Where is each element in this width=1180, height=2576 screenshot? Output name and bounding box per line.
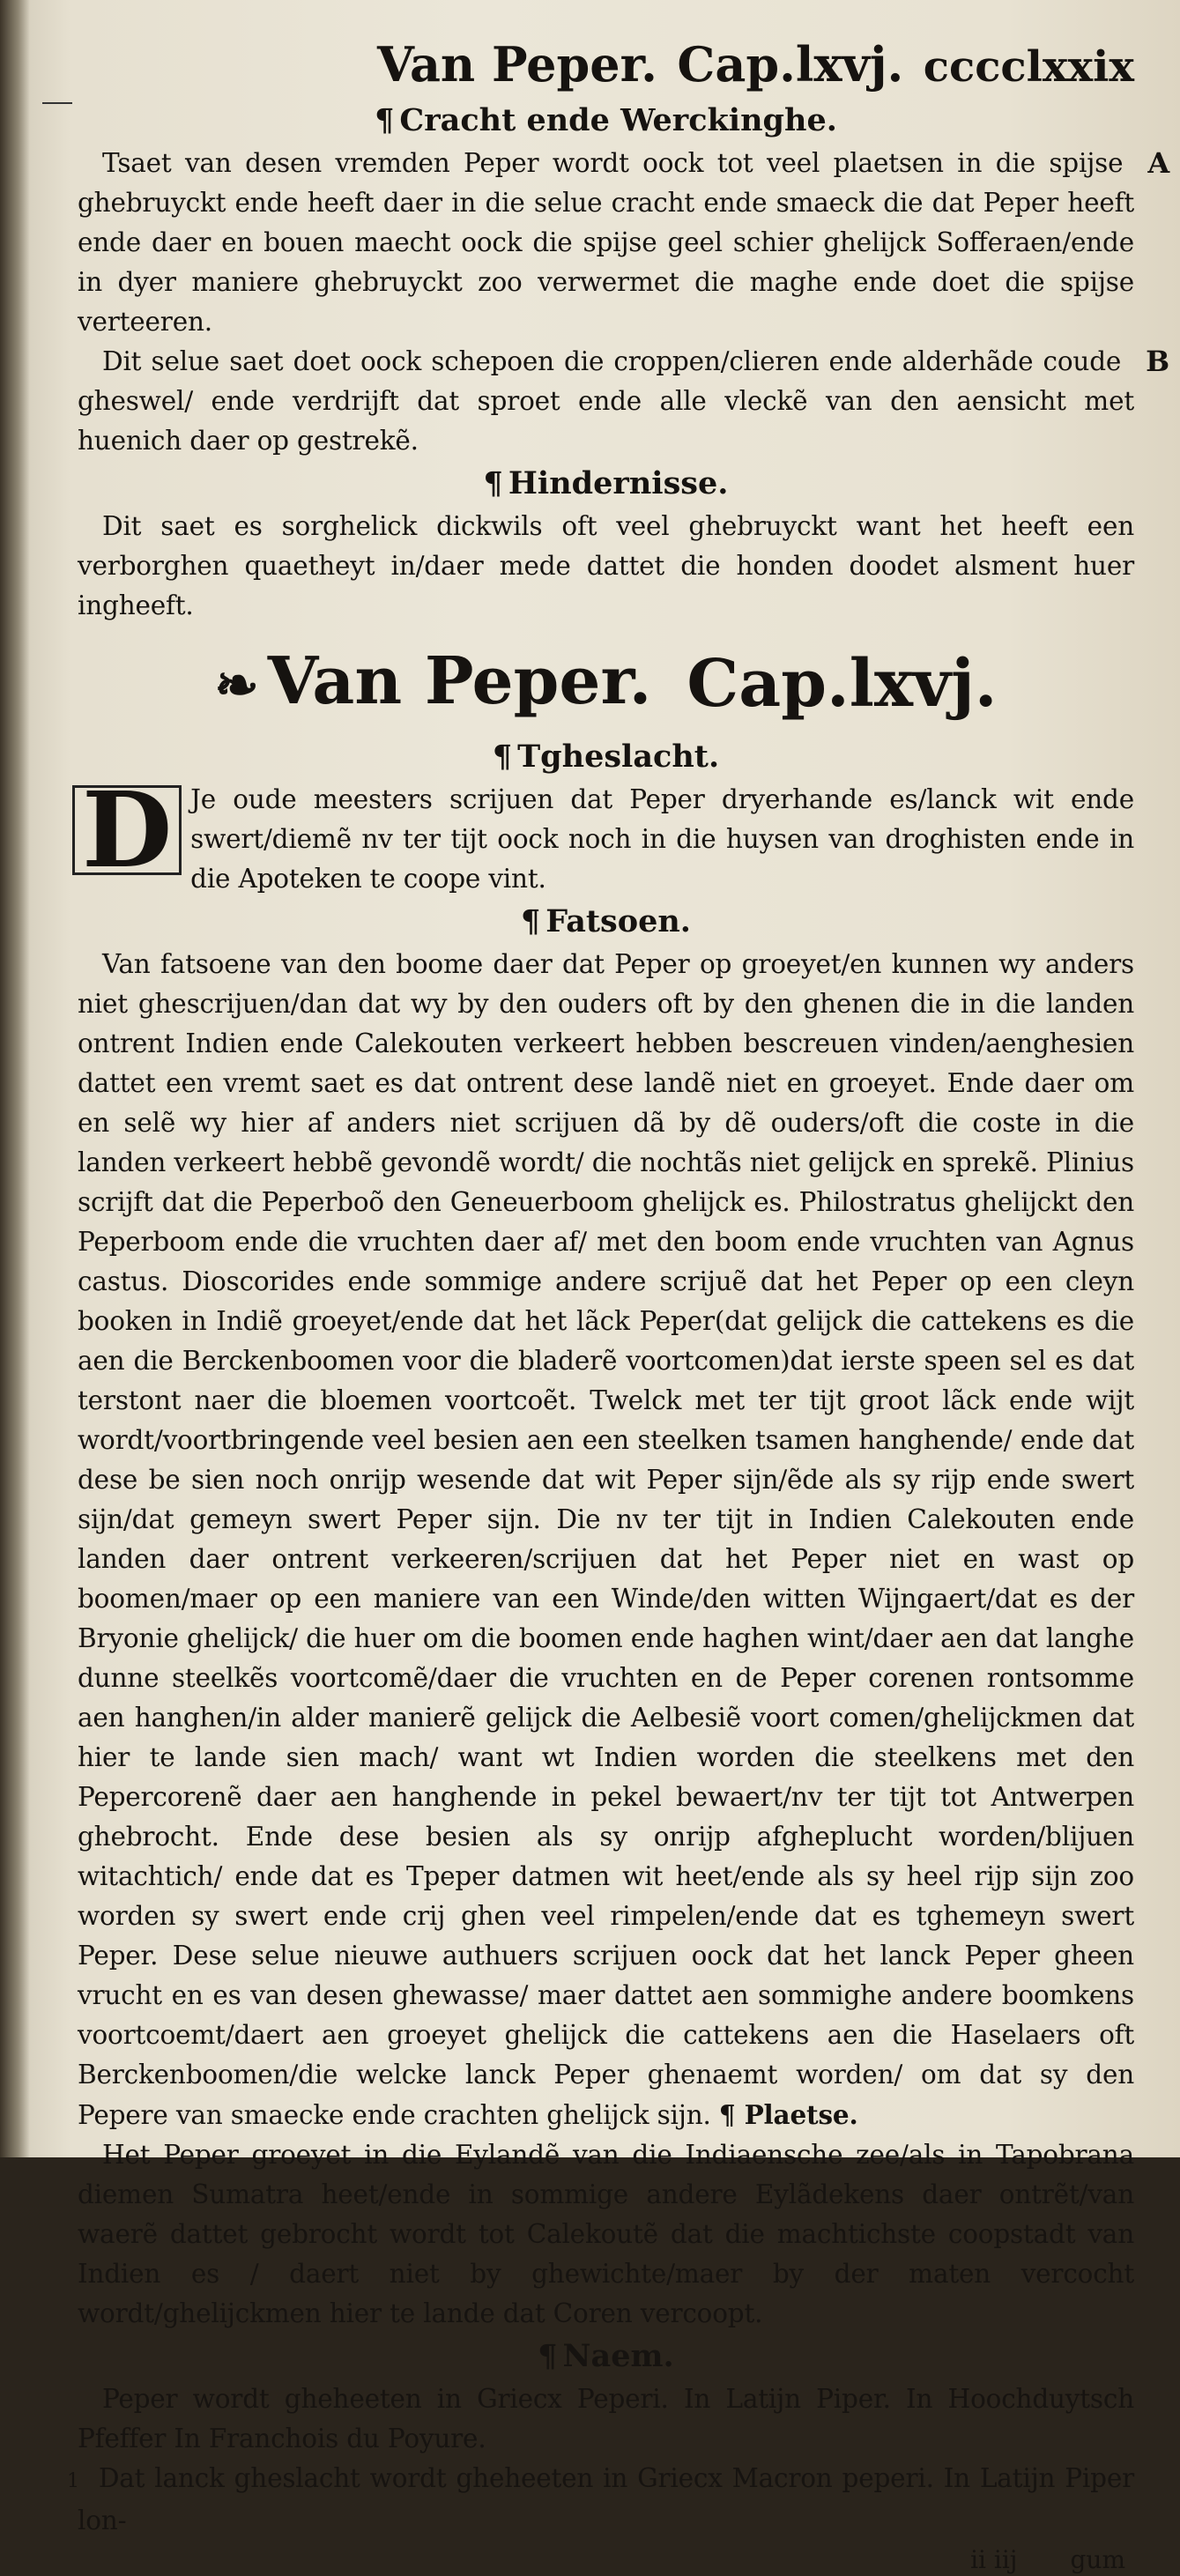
paragraph-cracht-1: A Tsaet van desen vremden Peper wordt oock tot veel plaetsen in die spijse ghebruyckt ende heeft daer in die selue cracht ende smaeck die dat Peper heeft ende daer en bouen maecht oock die spijse geel schier ghelijck Soﬀeraen/ende in dyer maniere ghebruyckt zoo verwermet die maghe ende doet die spijse verteeren.	[78, 144, 1134, 342]
pilcrow-icon: ¶	[718, 2099, 736, 2130]
section-heading-gheslacht: ¶ Tgheslacht.	[492, 739, 720, 775]
margin-letter-b: B	[1146, 345, 1169, 378]
chapter-heading: ❧ Van Peper.	[214, 643, 652, 719]
section-heading-hindernisse: ¶ Hindernisse.	[483, 465, 729, 501]
catchword: gum	[1070, 2545, 1125, 2574]
leaf-ornament-icon: ❧	[214, 655, 259, 716]
running-header	[78, 33, 1134, 98]
paragraph-plaetse: Het Peper groeyet in die Eylandẽ van die Indiaensche zee/als in Tapobrana diemen Sumatra heet/ende in sommige andere Eylãdekens daer ontrẽt/van waerẽ dattet gebrocht wordt tot Calekoutẽ dat die machtichste coopstadt van Indien es / daert niet by ghewichte/maer by der maten vercocht wordt/ghelijckmen hier te lande dat Coren vercoopt.	[78, 2140, 1134, 2328]
page-footer	[78, 2544, 1134, 2576]
paragraph-fatsoen: Van fatsoene van den boome daer dat Peper op groeyet/en kunnen wy anders niet ghescrijuen/dan dat wy by den ouders oft by den ghenen die in die landen ontrent Indien ende Calekouten verkeert hebben bescreuen vinden/aenghesien dattet een vremt saet es dat ontrent dese landẽ niet en groeyet. Ende daer om en selẽ wy hier af anders niet scrijuen dã by dẽ ouders/oft die coste in die landen verkeert hebbẽ gevondẽ wordt/ die nochtãs niet gelijck en sprekẽ. Plinius scrijft dat die Peperboõ den Geneuerboom ghelijck es. Philostratus ghelijckt den Peperboom ende die vruchten daer af/ met den boom ende vruchten van Agnus castus. Dioscorides ende sommige andere scrijuẽ dat het Peper op een cleyn booken in Indiẽ groeyet/ende dat het lãck Peper(dat gelijck die cattekens es die aen die Berckenboomen voor die bladerẽ voortcomen)dat ierste speen sel es dat terstont naer die bloemen voortcoẽt. Twelck met ter tijt groot lãck ende wijt wordt/voortbringende veel besien aen een steelken tsamen hanghende/ ende dat dese be sien noch onrijp wesende dat wit Peper sijn/ẽde als sy rijp ende swert sijn/dat gemeyn swert Peper sijn. Die nv ter tijt in Indien Calekouten ende landen daer ontrent verkeeren/scrijuen dat het Peper niet en wast op boomen/maer op een maniere van een Winde/den witten Wijngaert/dat es der Bryonie ghelijck/ die huer om die boomen ende haghen wint/daer aen dat langhe dunne steelkẽs voortcomẽ/daer die vruchten en de Peper corenen rontsomme aen hanghen/in alder manierẽ gelijck die Aelbesiẽ voort comen/ghelijckmen dat hier te lande sien mach/ want wt Indien worden die steelkens met den Pepercorenẽ daer aen hanghende in pekel bewaert/nv ter tijt tot Antwerpen ghebrocht. Ende dese besien als sy onrijp afgheplucht worden/blijuen witachtich/ ende dat es Tpeper datmen wit heet/ende als sy heel rijp sijn zoo worden sy swert ende crij ghen veel rimpelen/ende dat es tghemeyn swert Peper. Dese selue nieuwe authuers scrijuen oock dat het lanck Peper gheen vrucht en es van desen ghewasse/ maer dattet aen sommighe andere boomkens voortcoemt/daert aen groeyet ghelijck die cattekens aen die Haselaers oft Berckenboomen/die welcke lanck Peper ghenaemt worden/ om dat sy den Pepere van smaecke ende crachten ghelijck sijn. ¶ Plaetse.	[78, 949, 1134, 2130]
pilcrow-icon: ¶	[492, 739, 513, 775]
chapter-title	[78, 633, 1134, 734]
pilcrow-icon: ¶	[538, 2338, 558, 2374]
paragraph-hindernisse: Dit saet es sorghelick dickwils oft veel ghebruyckt want het heeft een verborghen quaetheyt in/daer mede dattet die honden doodet alsment huer ingheeft.	[78, 511, 1134, 620]
paragraph-cracht-2: B Dit selue saet doet oock schepoen die croppen/clieren ende alderhãde coude gheswel/ ende verdrijft dat sproet ende alle vleckẽ van den aensicht met huenich daer op gestrekẽ.	[78, 342, 1134, 461]
folio-number: cccclxxix	[923, 42, 1134, 92]
signature-mark: ii iij	[970, 2545, 1018, 2574]
pilcrow-icon: ¶	[520, 903, 541, 939]
drop-cap: D	[72, 785, 182, 875]
pilcrow-icon: ¶	[375, 102, 395, 138]
header-chapter: Cap.lxvj.	[677, 36, 904, 93]
section-heading-fatsoen: ¶ Fatsoen.	[520, 903, 691, 939]
line-number: 1	[67, 2470, 79, 2492]
section-heading-naem: ¶ Naem.	[538, 2338, 674, 2374]
header-title: Van Peper.	[377, 36, 657, 93]
margin-mark	[42, 102, 72, 104]
paragraph-gheslacht: D Je oude meesters scrijuen dat Peper dryerhande es/lanck wit ende swert/diemẽ nv ter tijt oock noch in die huysen van droghisten ende in die Apoteken te coope vint.	[78, 780, 1134, 899]
chapter-number: Cap.lxvj.	[686, 645, 998, 722]
margin-letter-a: A	[1147, 146, 1169, 180]
inline-heading-plaetse: Plaetse.	[744, 2099, 858, 2130]
paragraph-naem-2: 1 Dat lanck gheslacht wordt gheheeten in Griecx Macron peperi. In Latijn Piper lon-	[67, 2463, 1134, 2535]
section-heading-cracht: ¶ Cracht ende Werckinghe.	[375, 102, 837, 138]
pilcrow-icon: ¶	[483, 465, 503, 501]
paragraph-naem-1: Peper wordt gheheeten in Griecx Peperi. In Latijn Piper. In Hoochduytsch Pfeffer In Franchois du Poyure.	[78, 2384, 1134, 2454]
